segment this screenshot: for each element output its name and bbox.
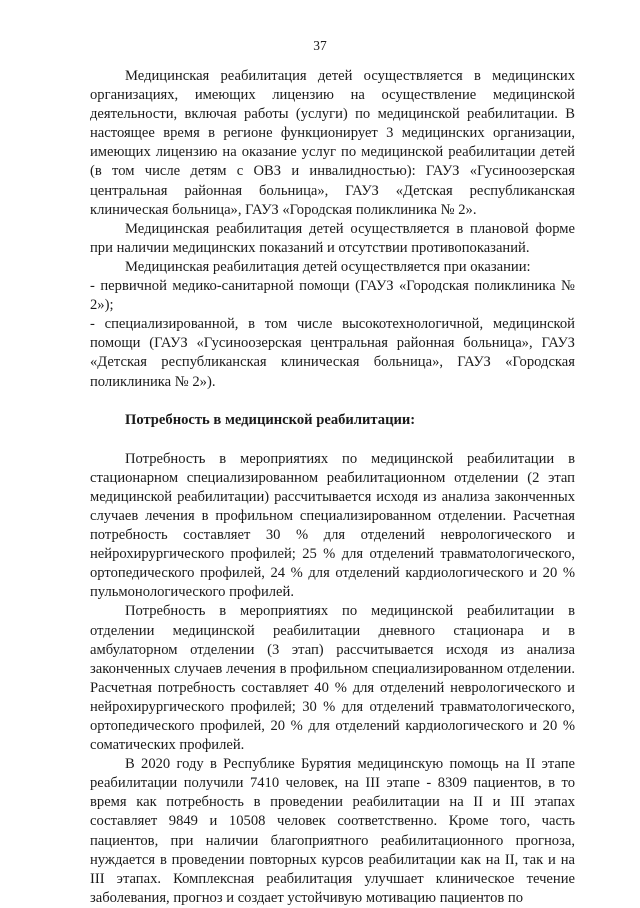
page-number: 37: [313, 38, 327, 53]
paragraph-care-types-intro: Медицинская реабилитация детей осуществляется при оказании:: [125, 258, 531, 275]
paragraph-stage-3-need: Потребность в мероприятиях по медицинской реабилитации в отделении медицинской реабилитации дневного стационара и в амбулаторном отделении (3 этап) рассчитывается исходя из анализа законченных случаев лечения в профильном специализированном отделении. Расчетная потребность составляет 40 % для отделений неврологического и нейрохирургического профилей; 30 % для отделений травматологического, ортопедического профилей, 20 % для отделений кардиологического и 20 % соматических профилей.: [90, 603, 575, 754]
document-body: [90, 67, 575, 908]
list-item-primary-care: - первичной медико-санитарной помощи (ГАУЗ «Городская поликлиника № 2»);: [90, 278, 575, 314]
paragraph-stage-2-need: Потребность в мероприятиях по медицинской реабилитации в стационарном специализированном реабилитационном отделении (2 этап медицинской реабилитации) рассчитывается исходя из анализа законченных случаев лечения в профильном специализированном отделении. Расчетная потребность составляет 30 % для отделений неврологического и нейрохирургического профилей; 25 % для отделений травматологического, ортопедического профилей, 24 % для отделений кардиологического и 20 % пульмонологического профилей.: [90, 450, 575, 601]
paragraph-planned-form: Медицинская реабилитация детей осуществляется в плановой форме при наличии медицинских показаний и отсутствии противопоказаний.: [90, 220, 575, 256]
paragraph-rehab-organizations: Медицинская реабилитация детей осуществляется в медицинских организациях, имеющих лицензию на осуществление медицинской деятельности, включая работы (услуги) по медицинской реабилитации. В настоящее время в регионе функционирует 3 медицинских организации, имеющих лицензию на оказание услуг по медицинской реабилитации детей (в том числе детям с ОВЗ и инвалидностью): ГАУЗ «Гусиноозерская центральная районная больница», ГАУЗ «Детская республиканская клиническая больница», ГАУЗ «Городская поликлиника № 2».: [90, 68, 575, 218]
paragraph-2020-statistics: В 2020 году в Республике Бурятия медицинскую помощь на II этапе реабилитации получили 7410 человек, на III этапе - 8309 пациентов, в то время как потребность в проведении реабилитации на II и III этапах составляет 9849 и 10508 человек соответственно. Кроме того, часть пациентов, при наличии благоприятного реабилитационного прогноза, нуждается в проведении повторных курсов реабилитации как на II, так и на III этапах. Комплексная реабилитация улучшает клиническое течение заболевания, прогноз и создает устойчивую мотивацию пациентов по: [90, 756, 575, 906]
list-item-specialized-care: - специализированной, в том числе высокотехнологичной, медицинской помощи (ГАУЗ «Гусиноозерская центральная районная больница», ГАУЗ «Детская республиканская клиническая больница», ГАУЗ «Городская поликлиника № 2»).: [90, 316, 575, 390]
section-heading: Потребность в медицинской реабилитации:: [125, 411, 416, 428]
